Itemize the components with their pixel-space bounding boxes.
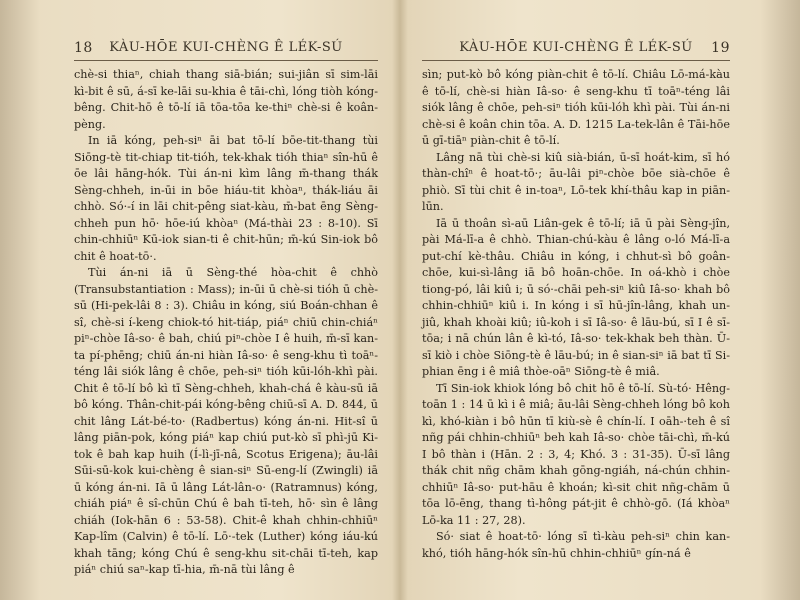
paragraph: In iā kóng, peh-siⁿ āi bat tō-lí bōe-tit-thang tùi Siōng-tè tit-chiap tit-tióh, tek-khak tióh thiaⁿ sîn-hū ê ōe lâi hāng-hók. Tùi án-ni kìm lâng m̄-thang thák Sèng-chheh, in-ūi in bōe hiáu-tit khòaⁿ, thák-liáu āi chhò. Só·-í in lāi chit-pêng siat-kàu, m̄-bat ēng Sèng-chheh pun hō· hōe-iú khòaⁿ (Má-thài 23 : 8-10). Sī chin-chhiūⁿ Kū-iok sian-ti ê chit-hūn; m̄-kú Sin-iok bô chit ê hoat-tō·.: [74, 134, 378, 263]
paragraph: sìn; put-kò bô kóng piàn-chit ê tō-lí. Chiâu Lō-má-kàu ê tō-lí, chè-si hiàn Iâ-so· ê seng-khu tī toāⁿ-téng lâi siók lâng ê chōe, peh-siⁿ tióh kūi-lóh khì pài. Tùi án-ni chè-si ê koân chin tōa. A. D. 1215 La-tek-lân ê Tāi-hōe ū gī-tiāⁿ piàn-chit ê tō-lí.: [422, 68, 730, 147]
paragraph: Tī Sin-iok khiok lóng bô chit hō ê tō-lí. Sù-tó· Hêng-toān 1 : 14 ū kì i ê miâ; āu-lâi Sèng-chheh lóng bô koh kì, khó-kiàn i bô hūn tī kiù-sè ê chín-lí. I oāh-·teh ê sî nñg pái chhin-chhiūⁿ beh kah Iâ-so· chòe tāi-chì, m̄-kú I bô thàn i (Hān. 2 : 3, 4; Khó. 3 : 31-35). Ū-sī lâng thák chit nñg chām khah gōng-ngiáh, ná-chún chhin-chhiūⁿ Iâ-so· put-hāu ê khoán; kì-sit chit nñg-chām ū tōa lō-ēng, thang tì-hông pát-jit ê chhò-gō. (Iá khòaⁿ Lō-ka 11 : 27, 28).: [422, 381, 730, 527]
paragraph: Iā ū thoân sì-aū Liân-gek ê tō-lí; iā ū pài Sèng-jîn, pài Má-lī-a ê chhò. Thian-chú-kàu ê lâng o-ló Má-lī-a put-chí kè-thâu. Chiâu in kóng, i chhut-sì bô goân-chōe, kui-sì-lâng iā bô hoān-chōe. In oá-khò i chòe tiong-pó, lâi kiû i; ū só·-chāi peh-siⁿ kiû Iâ-so· khah bô chhin-chhiūⁿ kiû i. In kóng i sī hū-jîn-lâng, khah un-jiû, khah khoài kiû; iû-koh i sī Iâ-so· ê lāu-bú, sī I ê sī-tōa; i nā chún lân ê kì-tó, Iâ-so· tek-khak beh thàn. Ū-sī kiò i chòe Siōng-tè ê lāu-bú; in ê sian-siⁿ iā bat tī Si-phian ēng i ê miâ thòe-oāⁿ Siōng-tè ê miâ.: [422, 216, 730, 378]
paragraph: chè-si thiaⁿ, chiah thang siā-bián; sui-jiân sī sim-lāi kì-bit ê sū, á-sī ke-lāi su-khia ê tāi-chì, lóng tiòh kóng-bêng. Chit-hō ê tō-lí iā tōa-tōa ke-thiⁿ chè-si ê koân-pèng.: [74, 68, 378, 131]
body-text: [422, 67, 730, 562]
page-number: 19: [711, 40, 730, 56]
page-header: [422, 38, 730, 61]
page-number: 18: [74, 40, 93, 56]
running-title: KÀU-HŌE KUI-CHÈNG Ê LÉK-SÚ: [459, 40, 693, 55]
paragraph: Só· siat ê hoat-tō· lóng sī tì-kàu peh-siⁿ chin kan-khó, tióh hāng-hók sîn-hū chhin-chhiūⁿ gín-ná ê: [422, 530, 730, 560]
body-text: [74, 67, 378, 579]
page-header: [74, 38, 378, 61]
paragraph: Tùi án-ni iā ū Sèng-thé hòa-chit ê chhò (Transubstantiation : Mass); in-ūi ū chè-si tióh ū chè-sū (Hi-pek-lâi 8 : 3). Chiâu in kóng, siú Boán-chhan ê sî, chè-si í-keng chiok-tó hit-tiáp, piáⁿ chiū chin-chiáⁿ piⁿ-chòe Iâ-so· ê bah, chiú piⁿ-chòe I ê huih, m̄-sī kan-ta pí-phēng; chiū án-ni hiàn Iâ-so· ê seng-khu tì toāⁿ-téng lâi siók lâng ê chōe, peh-siⁿ tióh kūi-lóh-khì pài. Chit ê tō-lí bô kì tī Sèng-chheh, khah-chá ê kàu-sū iā bô kóng. Thân-chit-pái kóng-bêng chiū-sī A. D. 844, ū chit lâng Lát-bé-to· (Radbertus) kóng án-ni. Hit-sî ū lâng piān-pok, kóng piáⁿ kap chiú put-kò sī phì-jū Ki-tok ê bah kap huih (Í-lì-jī-nâ, Scotus Erigena); āu-lâi Sūi-sū-kok kui-chèng ê sian-siⁿ Sū-eng-lí (Zwingli) iā ū kóng án-ni. Iā ū lâng Lát-lân-o· (Ratramnus) kóng, chiáh piáⁿ ê sî-chūn Chú ê bah tī-teh, hō· sìn ê lâng chiáh (Iok-hān 6 : 53-58). Chit-ê khah chhin-chhiūⁿ Kap-lîm (Calvin) ê tō-lí. Lō·-tek (Luther) kóng iáu-kú khah tāng; kóng Chú ê seng-khu sit-chāi tī-teh, kap piáⁿ chiú saⁿ-kap tī-hia, m̄-nā tùi lâng ê: [74, 266, 378, 576]
paragraph: Lâng nā tùi chè-si kiû sià-bián, ū-sī hoát-kim, sī hó thàn-chîⁿ ê hoat-tō·; āu-lâi piⁿ-chòe bōe sià-chōe ê phiò. Sī tùi chit ê in-toaⁿ, Lō-tek khí-thâu kap in piān-lūn.: [422, 150, 730, 213]
running-title: KÀU-HŌE KUI-CHÈNG Ê LÉK-SÚ: [109, 40, 343, 55]
right-page: [400, 0, 800, 600]
